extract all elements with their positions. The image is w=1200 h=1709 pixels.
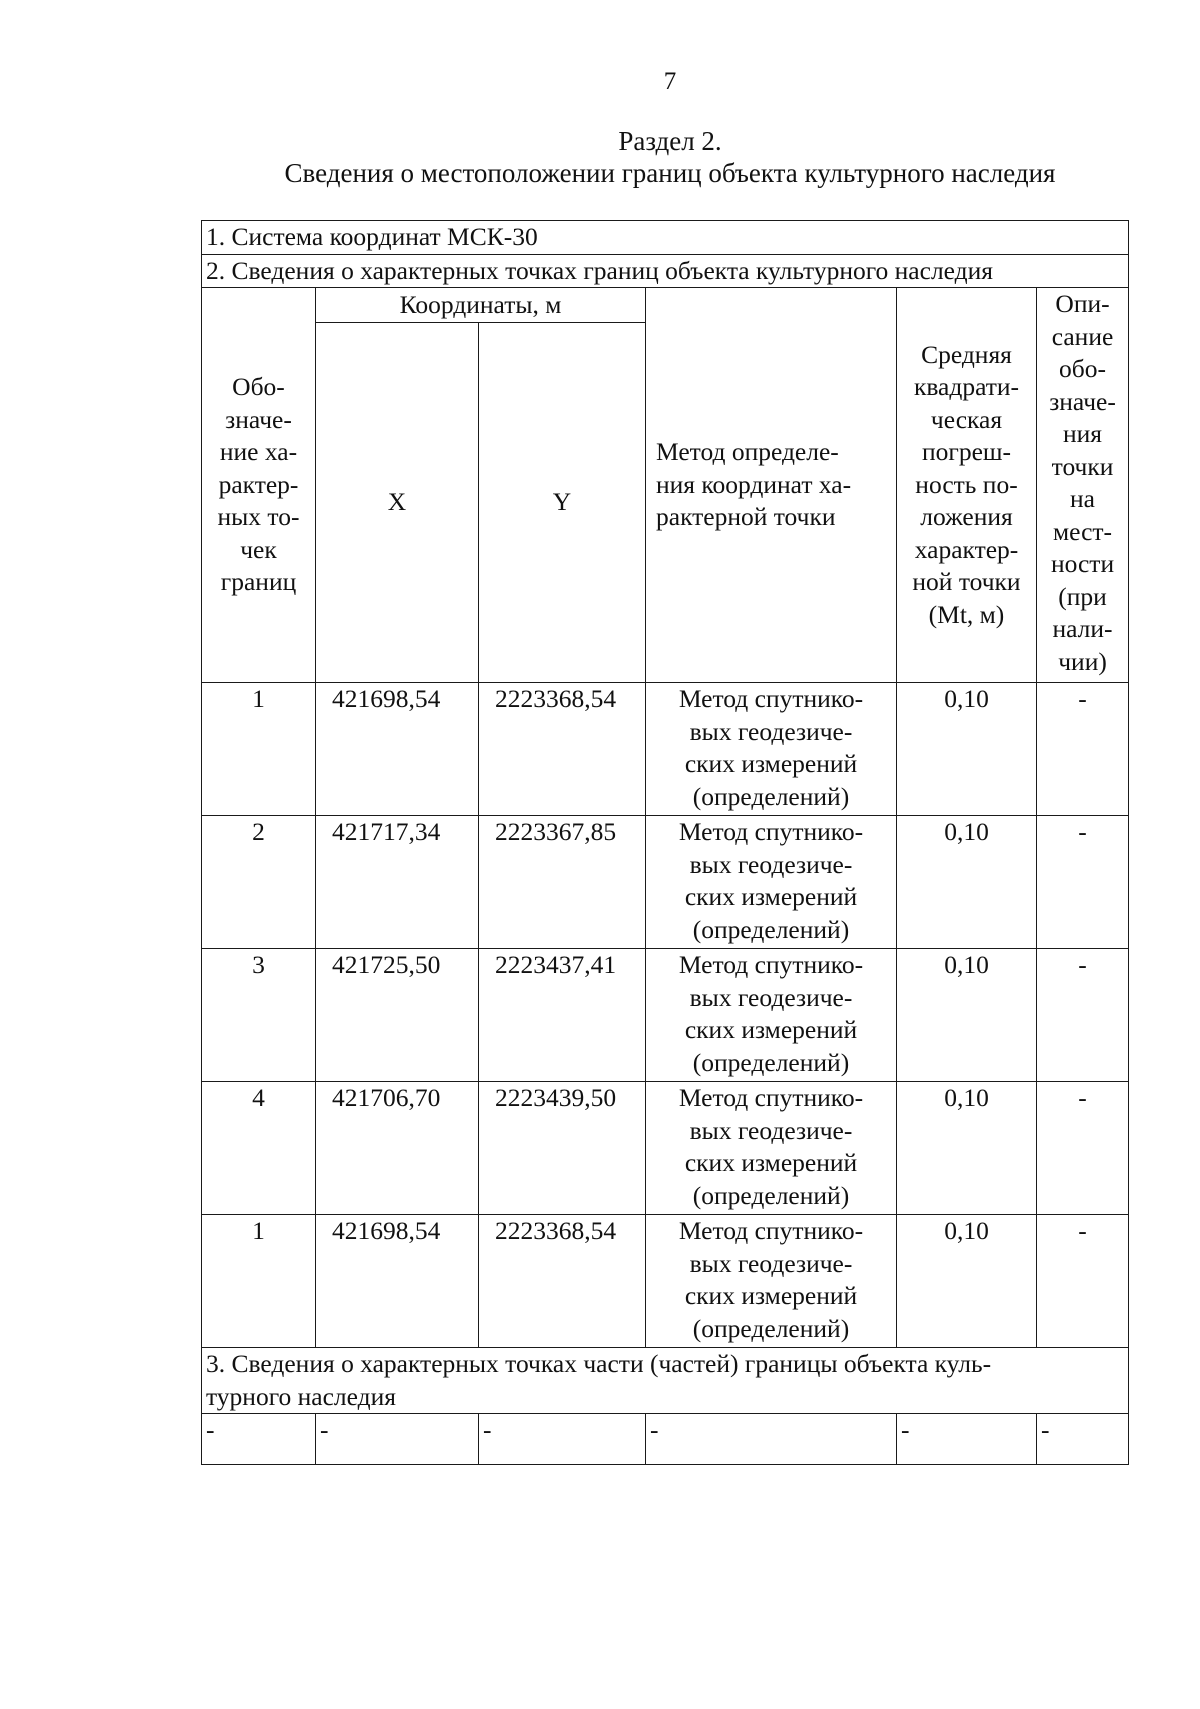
coordinate-system-row [202, 221, 1129, 255]
accuracy-cell: 0,10 [897, 1082, 1037, 1215]
header-row-top [202, 288, 1129, 323]
description-cell: - [1037, 1215, 1129, 1348]
x-cell: 421725,50 [316, 949, 479, 1082]
header-x: X [316, 323, 479, 683]
boundary-coordinates-table [201, 220, 1129, 1465]
header-accuracy: Средняя квадрати- ческая погреш- ность по- ложения характер- ной точки (Mt, м) [897, 288, 1037, 683]
description-cell: - [1037, 683, 1129, 816]
y-cell: 2223437,41 [479, 949, 646, 1082]
table-row [202, 949, 1129, 1082]
part-points-heading-row [202, 1348, 1129, 1414]
description-cell: - [1037, 1082, 1129, 1215]
y-cell: 2223368,54 [479, 683, 646, 816]
coordinate-system-cell: 1. Система координат МСК-30 [202, 221, 1129, 255]
method-cell: Метод спутнико- вых геодезиче- ских измерений (определений) [646, 683, 897, 816]
x-cell: 421698,54 [316, 1215, 479, 1348]
part-cell: - [897, 1414, 1037, 1465]
part-cell: - [316, 1414, 479, 1465]
point-cell: 1 [202, 683, 316, 816]
header-description: Опи- сание обо- значе- ния точки на мест- ности (при нали- чии) [1037, 288, 1129, 683]
table-row [202, 816, 1129, 949]
y-cell: 2223439,50 [479, 1082, 646, 1215]
accuracy-cell: 0,10 [897, 1215, 1037, 1348]
part-cell: - [646, 1414, 897, 1465]
header-point: Обо- значе- ние ха- рактер- ных то- чек границ [202, 288, 316, 683]
part-cell: - [479, 1414, 646, 1465]
boundary-points-heading-cell: 2. Сведения о характерных точках границ объекта культурного наследия [202, 254, 1129, 288]
header-coordinates: Координаты, м [316, 288, 646, 323]
table-row [202, 1082, 1129, 1215]
point-cell: 4 [202, 1082, 316, 1215]
x-cell: 421706,70 [316, 1082, 479, 1215]
header-method: Метод определе- ния координат ха- рактерной точки [646, 288, 897, 683]
point-cell: 3 [202, 949, 316, 1082]
description-cell: - [1037, 949, 1129, 1082]
method-cell: Метод спутнико- вых геодезиче- ских измерений (определений) [646, 816, 897, 949]
accuracy-cell: 0,10 [897, 683, 1037, 816]
x-cell: 421698,54 [316, 683, 479, 816]
accuracy-cell: 0,10 [897, 816, 1037, 949]
description-cell: - [1037, 816, 1129, 949]
part-points-row [202, 1414, 1129, 1465]
x-cell: 421717,34 [316, 816, 479, 949]
section-label: Раздел 2. [618, 126, 722, 156]
table-row [202, 1215, 1129, 1348]
y-cell: 2223367,85 [479, 816, 646, 949]
table-row [202, 683, 1129, 816]
part-points-heading-cell: 3. Сведения о характерных точках части (частей) границы объекта куль- турного наследия [202, 1348, 1129, 1414]
point-cell: 1 [202, 1215, 316, 1348]
section-title: Сведения о местоположении границ объекта культурного наследия [284, 158, 1056, 188]
method-cell: Метод спутнико- вых геодезиче- ских измерений (определений) [646, 1215, 897, 1348]
part-cell: - [1037, 1414, 1129, 1465]
point-cell: 2 [202, 816, 316, 949]
y-cell: 2223368,54 [479, 1215, 646, 1348]
method-cell: Метод спутнико- вых геодезиче- ских измерений (определений) [646, 1082, 897, 1215]
boundary-points-heading-row [202, 254, 1129, 288]
part-cell: - [202, 1414, 316, 1465]
method-cell: Метод спутнико- вых геодезиче- ских измерений (определений) [646, 949, 897, 1082]
page-number: 7 [663, 68, 677, 95]
accuracy-cell: 0,10 [897, 949, 1037, 1082]
header-y: Y [479, 323, 646, 683]
